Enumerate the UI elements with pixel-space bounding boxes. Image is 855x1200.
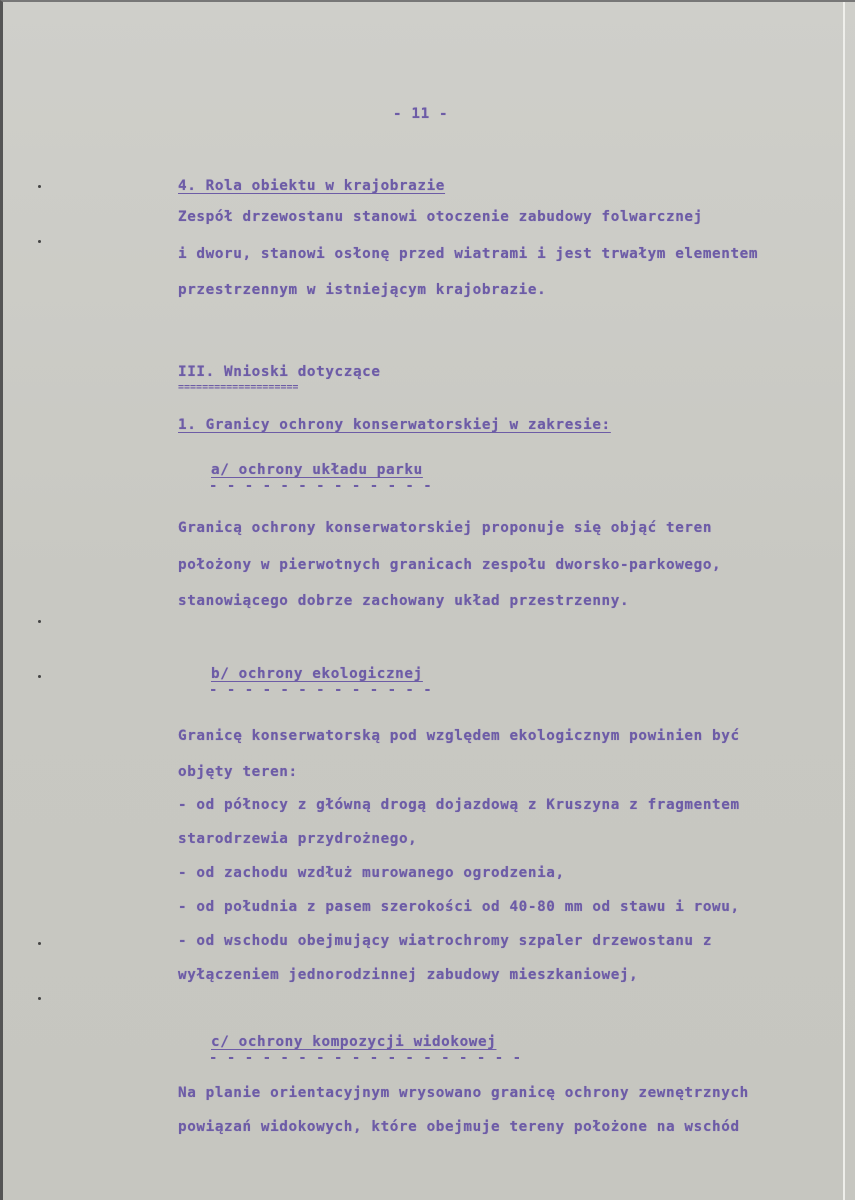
page-number: - 11 - — [393, 106, 449, 122]
part-b-line: Granicę konserwatorską pod względem ekologicznym powinien być — [178, 728, 740, 744]
part-b-line: wyłączeniem jednorodzinnej zabudowy mieszkaniowej, — [178, 967, 639, 983]
paper-edge — [843, 2, 845, 1200]
part-b-line: starodrzewia przydrożnego, — [178, 831, 418, 847]
section-4-line: Zespół drzewostanu stanowi otoczenie zabudowy folwarcznej — [178, 209, 703, 225]
part-c-dashes: - - - - - - - - - - - - - - - - - - — [209, 1050, 522, 1066]
punch-hole-mark — [38, 997, 41, 1000]
punch-hole-mark — [38, 942, 41, 945]
part-b-line: - od wschodu obejmujący wiatrochromy szpaler drzewostanu z — [178, 933, 713, 949]
part-b-line: objęty teren: — [178, 764, 298, 780]
section-3-subheading: 1. Granicy ochrony konserwatorskiej w zakresie: — [178, 417, 611, 433]
section-4-heading: 4. Rola obiektu w krajobrazie — [178, 178, 446, 194]
part-a-dashes: - - - - - - - - - - - - - — [209, 478, 433, 494]
part-b-line: - od północy z główną drogą dojazdową z Kruszyna z fragmentem — [178, 797, 740, 813]
part-b-line: - od południa z pasem szerokości od 40-80 mm od stawu i rowu, — [178, 899, 740, 915]
part-b-dashes: - - - - - - - - - - - - - — [209, 682, 433, 698]
section-3-heading: III. Wnioski dotyczące — [178, 364, 381, 380]
part-a-line: stanowiącego dobrze zachowany układ przestrzenny. — [178, 593, 630, 609]
part-c-heading: c/ ochrony kompozycji widokowej — [211, 1034, 497, 1050]
section-4-line: przestrzennym w istniejącym krajobrazie. — [178, 282, 547, 298]
punch-hole-mark — [38, 675, 41, 678]
section-4-line: i dworu, stanowi osłonę przed wiatrami i jest trwałym elementem — [178, 246, 759, 262]
punch-hole-mark — [38, 185, 41, 188]
part-b-heading: b/ ochrony ekologicznej — [211, 666, 423, 682]
part-b-line: - od zachodu wzdłuż murowanego ogrodzenia, — [178, 865, 565, 881]
part-c-line: powiązań widokowych, które obejmuje tereny położone na wschód — [178, 1119, 740, 1135]
punch-hole-mark — [38, 240, 41, 243]
part-a-line: położony w pierwotnych granicach zespołu dworsko-parkowego, — [178, 557, 722, 573]
section-3-double-underline: ==================== — [178, 382, 299, 393]
part-a-heading: a/ ochrony układu parku — [211, 462, 423, 478]
punch-hole-mark — [38, 620, 41, 623]
part-c-line: Na planie orientacyjnym wrysowano granicę ochrony zewnętrznych — [178, 1085, 749, 1101]
part-a-line: Granicą ochrony konserwatorskiej proponuje się objąć teren — [178, 520, 713, 536]
